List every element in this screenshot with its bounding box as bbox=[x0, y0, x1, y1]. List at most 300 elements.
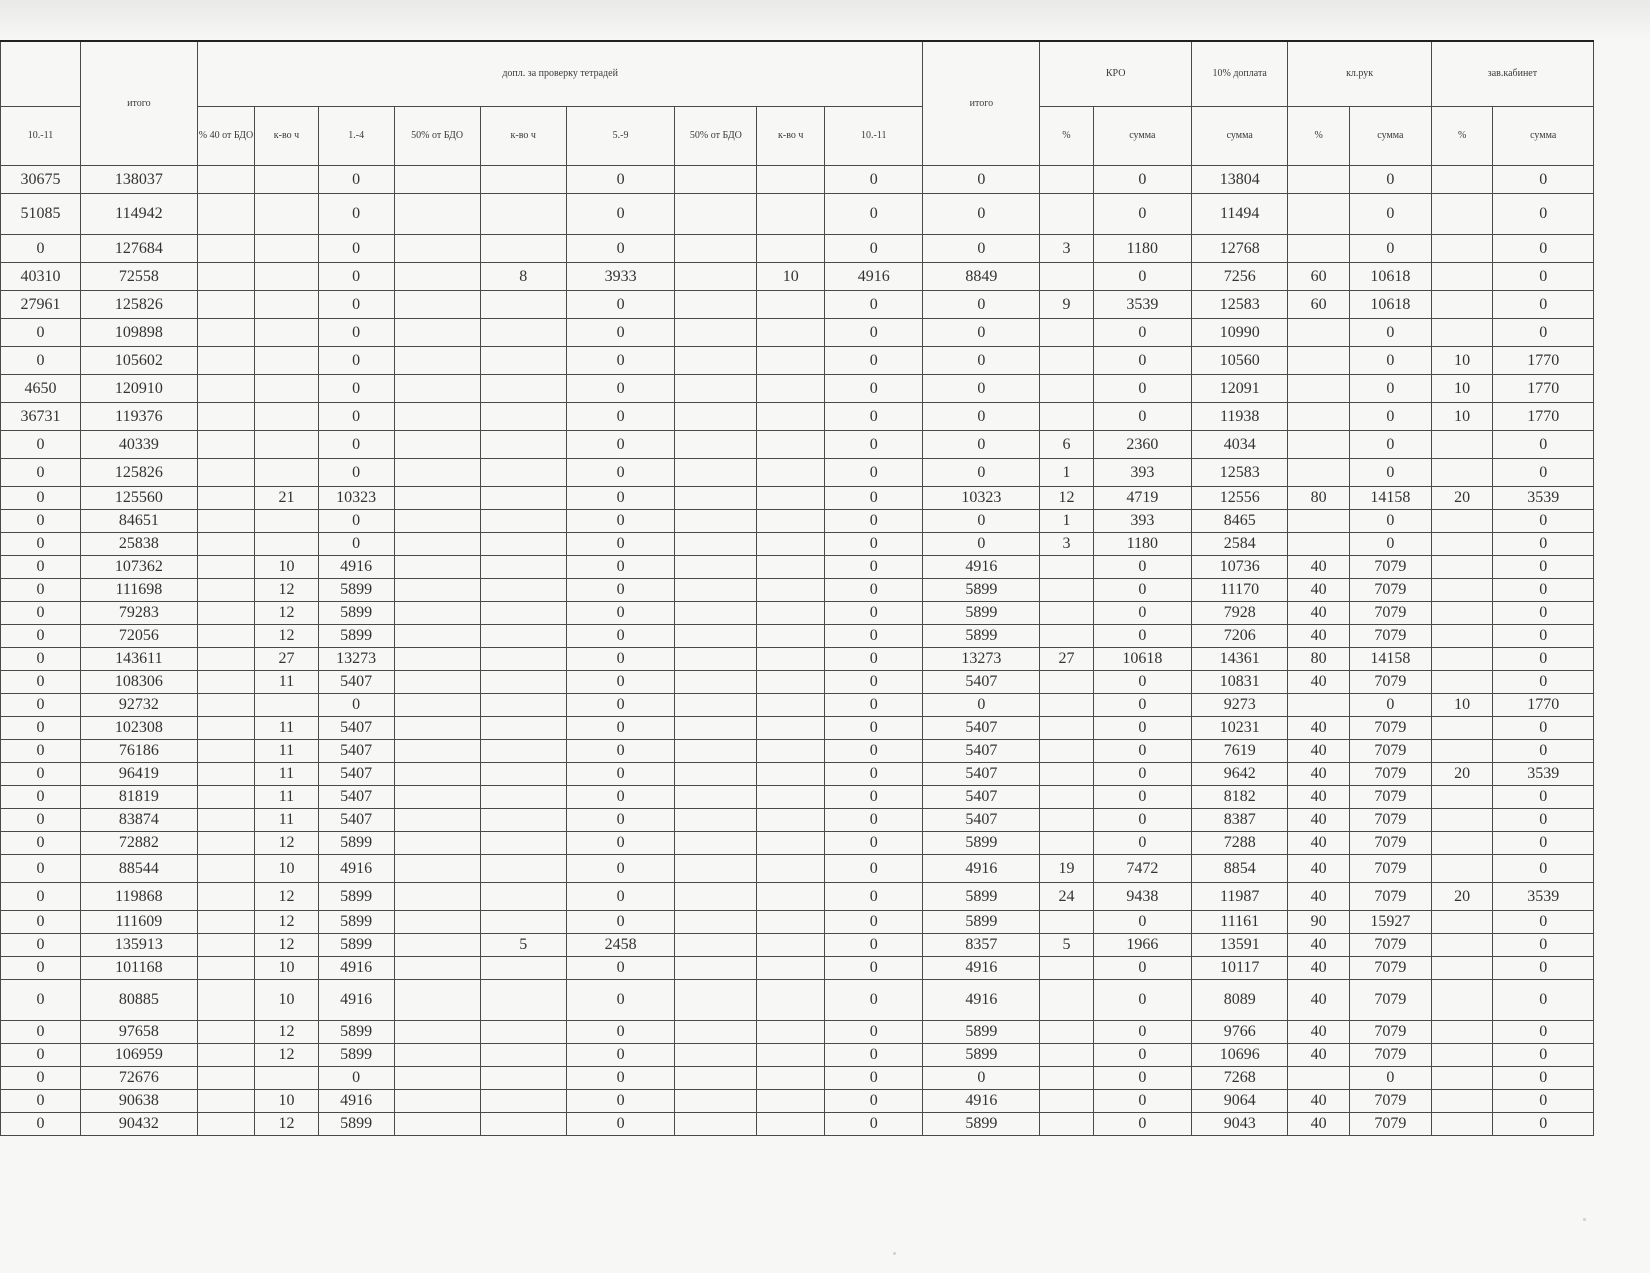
table-cell: 10 bbox=[757, 263, 825, 291]
table-cell: 0 bbox=[1493, 459, 1594, 487]
table-cell: 30675 bbox=[1, 166, 81, 194]
table-cell bbox=[675, 1090, 757, 1113]
table-cell: 3 bbox=[1040, 533, 1093, 556]
table-cell bbox=[757, 375, 825, 403]
table-cell: 88544 bbox=[80, 855, 197, 883]
table-cell bbox=[1431, 166, 1493, 194]
table-cell bbox=[197, 786, 254, 809]
table-cell bbox=[1288, 347, 1350, 375]
table-cell: 5899 bbox=[923, 579, 1040, 602]
table-cell: 0 bbox=[1493, 510, 1594, 533]
table-cell bbox=[1288, 694, 1350, 717]
table-cell bbox=[394, 1044, 480, 1067]
table-cell: 0 bbox=[1093, 1044, 1191, 1067]
table-cell: 12 bbox=[255, 911, 319, 934]
table-cell bbox=[480, 375, 566, 403]
table-cell: 0 bbox=[825, 556, 923, 579]
header-doplata-summa: сумма bbox=[1192, 107, 1288, 166]
table-cell bbox=[480, 957, 566, 980]
table-cell: 8854 bbox=[1192, 855, 1288, 883]
table-cell: 5899 bbox=[923, 602, 1040, 625]
table-cell bbox=[757, 579, 825, 602]
table-cell: 0 bbox=[825, 694, 923, 717]
table-cell: 60 bbox=[1288, 291, 1350, 319]
header-klruk-pct: % bbox=[1288, 107, 1350, 166]
table-cell: 10 bbox=[255, 556, 319, 579]
header-kro-pct: % bbox=[1040, 107, 1093, 166]
table-row bbox=[1, 694, 1594, 717]
table-cell: 0 bbox=[1493, 957, 1594, 980]
table-cell: 40 bbox=[1288, 1090, 1350, 1113]
table-cell: 5899 bbox=[923, 832, 1040, 855]
table-cell bbox=[1431, 809, 1493, 832]
table-cell: 0 bbox=[318, 375, 394, 403]
table-cell: 9 bbox=[1040, 291, 1093, 319]
table-cell: 0 bbox=[318, 694, 394, 717]
table-cell: 0 bbox=[1493, 166, 1594, 194]
table-cell bbox=[675, 291, 757, 319]
table-cell: 102308 bbox=[80, 717, 197, 740]
table-cell bbox=[480, 403, 566, 431]
table-cell: 84651 bbox=[80, 510, 197, 533]
table-cell: 0 bbox=[1, 934, 81, 957]
table-cell: 0 bbox=[1, 1044, 81, 1067]
table-cell: 0 bbox=[825, 1021, 923, 1044]
table-cell: 0 bbox=[566, 832, 675, 855]
table-cell bbox=[197, 1067, 254, 1090]
table-cell: 13273 bbox=[318, 648, 394, 671]
table-cell bbox=[255, 375, 319, 403]
header-kro-summa: сумма bbox=[1093, 107, 1191, 166]
table-cell: 0 bbox=[1493, 1067, 1594, 1090]
table-cell bbox=[675, 263, 757, 291]
table-cell: 0 bbox=[1493, 194, 1594, 235]
table-cell: 27961 bbox=[1, 291, 81, 319]
table-cell: 0 bbox=[1, 319, 81, 347]
table-cell bbox=[675, 487, 757, 510]
table-cell bbox=[1431, 717, 1493, 740]
table-cell bbox=[197, 809, 254, 832]
table-cell: 0 bbox=[1093, 911, 1191, 934]
table-cell: 120910 bbox=[80, 375, 197, 403]
table-cell bbox=[480, 510, 566, 533]
table-cell bbox=[1431, 579, 1493, 602]
table-cell: 0 bbox=[1493, 786, 1594, 809]
table-cell: 5 bbox=[1040, 934, 1093, 957]
table-cell: 0 bbox=[566, 459, 675, 487]
header-pct40: % 40 от БДО bbox=[197, 107, 254, 166]
table-row bbox=[1, 1090, 1594, 1113]
table-cell: 0 bbox=[566, 533, 675, 556]
table-cell: 0 bbox=[825, 1113, 923, 1136]
table-cell: 5407 bbox=[923, 786, 1040, 809]
table-row bbox=[1, 556, 1594, 579]
table-cell: 119376 bbox=[80, 403, 197, 431]
table-cell bbox=[255, 459, 319, 487]
table-cell: 12 bbox=[255, 1044, 319, 1067]
header-doplata-10: 10% доплата bbox=[1192, 41, 1288, 107]
table-cell: 0 bbox=[1093, 809, 1191, 832]
table-cell: 0 bbox=[566, 403, 675, 431]
table-cell bbox=[1040, 375, 1093, 403]
table-cell: 5899 bbox=[318, 832, 394, 855]
table-cell bbox=[757, 166, 825, 194]
table-cell bbox=[757, 786, 825, 809]
table-cell bbox=[480, 194, 566, 235]
table-cell: 2584 bbox=[1192, 533, 1288, 556]
table-cell: 10 bbox=[255, 1090, 319, 1113]
table-cell: 10 bbox=[255, 980, 319, 1021]
table-cell: 11987 bbox=[1192, 883, 1288, 911]
table-cell bbox=[480, 1090, 566, 1113]
table-cell bbox=[675, 602, 757, 625]
table-cell: 0 bbox=[825, 671, 923, 694]
table-row bbox=[1, 459, 1594, 487]
table-cell: 0 bbox=[825, 786, 923, 809]
table-cell: 0 bbox=[825, 166, 923, 194]
table-cell: 0 bbox=[1349, 694, 1431, 717]
table-cell bbox=[197, 403, 254, 431]
table-cell bbox=[757, 319, 825, 347]
table-cell bbox=[480, 763, 566, 786]
table-cell bbox=[480, 1113, 566, 1136]
table-cell bbox=[197, 980, 254, 1021]
table-cell: 80 bbox=[1288, 487, 1350, 510]
table-cell bbox=[197, 1021, 254, 1044]
table-cell: 0 bbox=[566, 694, 675, 717]
table-cell bbox=[255, 291, 319, 319]
table-cell bbox=[757, 487, 825, 510]
table-row bbox=[1, 375, 1594, 403]
table-cell bbox=[1431, 235, 1493, 263]
table-cell: 36731 bbox=[1, 403, 81, 431]
table-cell bbox=[675, 579, 757, 602]
table-cell: 0 bbox=[1493, 832, 1594, 855]
table-cell: 25838 bbox=[80, 533, 197, 556]
table-cell: 106959 bbox=[80, 1044, 197, 1067]
table-cell bbox=[394, 166, 480, 194]
table-cell: 14158 bbox=[1349, 487, 1431, 510]
table-cell bbox=[480, 1044, 566, 1067]
table-cell: 92732 bbox=[80, 694, 197, 717]
table-cell: 9064 bbox=[1192, 1090, 1288, 1113]
table-cell bbox=[1431, 855, 1493, 883]
table-cell: 0 bbox=[1493, 431, 1594, 459]
table-cell bbox=[255, 347, 319, 375]
table-cell: 1180 bbox=[1093, 533, 1191, 556]
table-cell bbox=[1431, 291, 1493, 319]
table-cell: 7079 bbox=[1349, 980, 1431, 1021]
table-cell: 0 bbox=[566, 487, 675, 510]
table-cell: 0 bbox=[566, 1044, 675, 1067]
table-cell: 40 bbox=[1288, 717, 1350, 740]
table-cell: 7079 bbox=[1349, 763, 1431, 786]
table-cell bbox=[757, 763, 825, 786]
table-cell bbox=[1040, 911, 1093, 934]
table-cell: 0 bbox=[1349, 166, 1431, 194]
table-cell bbox=[255, 319, 319, 347]
table-cell: 5407 bbox=[318, 740, 394, 763]
table-cell: 90638 bbox=[80, 1090, 197, 1113]
table-cell bbox=[197, 671, 254, 694]
scan-speck bbox=[893, 1252, 896, 1255]
table-cell: 10231 bbox=[1192, 717, 1288, 740]
table-cell: 0 bbox=[1, 625, 81, 648]
table-cell: 0 bbox=[1093, 694, 1191, 717]
table-cell: 4916 bbox=[923, 1090, 1040, 1113]
table-cell bbox=[1431, 319, 1493, 347]
table-cell: 0 bbox=[825, 431, 923, 459]
header-empty bbox=[1, 41, 81, 107]
table-cell bbox=[1431, 1090, 1493, 1113]
table-cell: 0 bbox=[566, 809, 675, 832]
table-cell: 0 bbox=[566, 625, 675, 648]
table-cell bbox=[1040, 625, 1093, 648]
table-cell: 5899 bbox=[318, 1021, 394, 1044]
table-cell bbox=[675, 533, 757, 556]
table-cell: 0 bbox=[825, 740, 923, 763]
table-cell: 9043 bbox=[1192, 1113, 1288, 1136]
table-cell bbox=[757, 809, 825, 832]
table-cell: 0 bbox=[1349, 533, 1431, 556]
header-1-4: 1.-4 bbox=[318, 107, 394, 166]
table-cell bbox=[394, 459, 480, 487]
table-cell: 12 bbox=[255, 579, 319, 602]
table-cell bbox=[480, 487, 566, 510]
table-cell: 0 bbox=[825, 911, 923, 934]
table-cell: 0 bbox=[1093, 763, 1191, 786]
table-cell: 9766 bbox=[1192, 1021, 1288, 1044]
table-cell bbox=[1431, 911, 1493, 934]
table-cell: 5407 bbox=[318, 717, 394, 740]
table-cell bbox=[757, 717, 825, 740]
table-cell: 0 bbox=[1349, 194, 1431, 235]
table-cell bbox=[197, 934, 254, 957]
table-cell: 0 bbox=[923, 166, 1040, 194]
table-row bbox=[1, 194, 1594, 235]
table-cell: 0 bbox=[923, 1067, 1040, 1090]
table-row bbox=[1, 786, 1594, 809]
table-row bbox=[1, 1113, 1594, 1136]
table-cell bbox=[1431, 934, 1493, 957]
table-cell: 0 bbox=[566, 235, 675, 263]
table-cell: 0 bbox=[825, 1067, 923, 1090]
table-cell bbox=[394, 911, 480, 934]
table-cell bbox=[394, 579, 480, 602]
table-cell bbox=[757, 235, 825, 263]
table-cell bbox=[1288, 431, 1350, 459]
table-cell: 14361 bbox=[1192, 648, 1288, 671]
table-cell: 0 bbox=[566, 717, 675, 740]
table-cell bbox=[480, 625, 566, 648]
header-kol-ch-3: к-во ч bbox=[757, 107, 825, 166]
table-cell: 4034 bbox=[1192, 431, 1288, 459]
table-cell: 15927 bbox=[1349, 911, 1431, 934]
table-cell: 0 bbox=[825, 194, 923, 235]
table-cell bbox=[757, 980, 825, 1021]
table-cell bbox=[675, 809, 757, 832]
header-kro: КРО bbox=[1040, 41, 1192, 107]
table-cell bbox=[757, 648, 825, 671]
table-cell bbox=[1288, 166, 1350, 194]
table-cell: 0 bbox=[1, 832, 81, 855]
table-cell: 111698 bbox=[80, 579, 197, 602]
table-cell: 0 bbox=[1493, 625, 1594, 648]
table-cell: 0 bbox=[1, 648, 81, 671]
table-cell: 0 bbox=[1349, 431, 1431, 459]
table-cell bbox=[1431, 1113, 1493, 1136]
table-cell: 40 bbox=[1288, 934, 1350, 957]
table-cell bbox=[394, 625, 480, 648]
header-pct50-bdo: 50% от БДО bbox=[394, 107, 480, 166]
table-cell bbox=[1288, 510, 1350, 533]
table-cell bbox=[255, 533, 319, 556]
table-cell: 27 bbox=[255, 648, 319, 671]
table-cell: 0 bbox=[1, 911, 81, 934]
table-cell bbox=[675, 1067, 757, 1090]
table-cell bbox=[1431, 786, 1493, 809]
table-cell: 1770 bbox=[1493, 375, 1594, 403]
table-cell: 0 bbox=[1093, 194, 1191, 235]
table-cell bbox=[757, 694, 825, 717]
table-cell: 0 bbox=[1093, 1113, 1191, 1136]
table-cell: 90432 bbox=[80, 1113, 197, 1136]
table-cell bbox=[394, 347, 480, 375]
header-5-9: 5.-9 bbox=[566, 107, 675, 166]
table-cell: 393 bbox=[1093, 510, 1191, 533]
table-cell: 12 bbox=[255, 1113, 319, 1136]
table-cell bbox=[394, 1090, 480, 1113]
table-cell: 3933 bbox=[566, 263, 675, 291]
table-cell: 0 bbox=[566, 1021, 675, 1044]
table-cell bbox=[197, 832, 254, 855]
table-cell: 0 bbox=[566, 980, 675, 1021]
table-cell bbox=[197, 194, 254, 235]
table-cell: 125826 bbox=[80, 459, 197, 487]
table-cell: 0 bbox=[318, 291, 394, 319]
table-cell: 7079 bbox=[1349, 786, 1431, 809]
table-cell: 9438 bbox=[1093, 883, 1191, 911]
header-10-11: 10.-11 bbox=[1, 107, 81, 166]
table-cell: 0 bbox=[1493, 291, 1594, 319]
table-cell: 0 bbox=[566, 883, 675, 911]
table-cell bbox=[197, 533, 254, 556]
table-cell bbox=[394, 1021, 480, 1044]
table-cell: 9642 bbox=[1192, 763, 1288, 786]
table-cell: 0 bbox=[318, 1067, 394, 1090]
table-cell: 8182 bbox=[1192, 786, 1288, 809]
table-cell: 0 bbox=[1493, 740, 1594, 763]
table-cell: 10618 bbox=[1093, 648, 1191, 671]
table-cell: 7472 bbox=[1093, 855, 1191, 883]
table-cell bbox=[757, 556, 825, 579]
table-cell: 5407 bbox=[318, 809, 394, 832]
table-cell bbox=[1431, 556, 1493, 579]
table-cell bbox=[394, 763, 480, 786]
table-cell: 12 bbox=[255, 832, 319, 855]
table-cell bbox=[1040, 980, 1093, 1021]
table-cell: 0 bbox=[825, 763, 923, 786]
table-cell: 0 bbox=[1093, 1090, 1191, 1113]
table-cell: 11161 bbox=[1192, 911, 1288, 934]
table-cell bbox=[757, 1113, 825, 1136]
table-cell: 0 bbox=[566, 347, 675, 375]
table-cell bbox=[480, 911, 566, 934]
table-cell bbox=[675, 740, 757, 763]
table-cell bbox=[255, 694, 319, 717]
table-cell: 4916 bbox=[923, 957, 1040, 980]
table-cell: 0 bbox=[1093, 671, 1191, 694]
table-cell: 4650 bbox=[1, 375, 81, 403]
table-cell: 5407 bbox=[923, 671, 1040, 694]
table-cell: 5 bbox=[480, 934, 566, 957]
table-row bbox=[1, 832, 1594, 855]
table-cell: 125560 bbox=[80, 487, 197, 510]
table-cell: 5899 bbox=[318, 883, 394, 911]
table-cell bbox=[197, 694, 254, 717]
table-cell bbox=[394, 556, 480, 579]
table-cell: 0 bbox=[1493, 1044, 1594, 1067]
table-cell: 8849 bbox=[923, 263, 1040, 291]
table-cell bbox=[675, 934, 757, 957]
table-cell bbox=[1431, 459, 1493, 487]
table-cell: 40 bbox=[1288, 579, 1350, 602]
table-cell: 0 bbox=[1093, 786, 1191, 809]
table-cell: 0 bbox=[1493, 602, 1594, 625]
table-cell bbox=[480, 883, 566, 911]
table-cell bbox=[757, 625, 825, 648]
table-cell bbox=[1040, 763, 1093, 786]
table-cell bbox=[394, 957, 480, 980]
table-cell: 7079 bbox=[1349, 579, 1431, 602]
table-row bbox=[1, 579, 1594, 602]
table-cell: 40 bbox=[1288, 957, 1350, 980]
table-cell bbox=[394, 194, 480, 235]
table-cell bbox=[255, 1067, 319, 1090]
table-cell: 0 bbox=[1349, 347, 1431, 375]
table-cell bbox=[480, 786, 566, 809]
table-cell: 0 bbox=[825, 717, 923, 740]
table-cell: 11 bbox=[255, 763, 319, 786]
table-cell: 0 bbox=[1, 694, 81, 717]
table-cell: 0 bbox=[318, 403, 394, 431]
table-row bbox=[1, 980, 1594, 1021]
table-cell: 11 bbox=[255, 740, 319, 763]
table-cell: 0 bbox=[1093, 717, 1191, 740]
table-cell: 135913 bbox=[80, 934, 197, 957]
table-cell: 0 bbox=[1093, 319, 1191, 347]
table-cell: 5407 bbox=[923, 809, 1040, 832]
table-cell: 10 bbox=[255, 855, 319, 883]
header-pct50-bdo-2: 50% от БДО bbox=[675, 107, 757, 166]
table-cell bbox=[394, 934, 480, 957]
table-cell: 0 bbox=[1093, 556, 1191, 579]
table-cell: 0 bbox=[318, 319, 394, 347]
table-cell: 0 bbox=[825, 347, 923, 375]
table-cell bbox=[394, 510, 480, 533]
table-cell: 0 bbox=[566, 1090, 675, 1113]
table-cell bbox=[1431, 980, 1493, 1021]
table-cell: 7079 bbox=[1349, 556, 1431, 579]
table-cell: 90 bbox=[1288, 911, 1350, 934]
table-cell: 0 bbox=[1349, 319, 1431, 347]
table-cell: 0 bbox=[1, 459, 81, 487]
table-cell bbox=[1288, 403, 1350, 431]
table-cell: 10696 bbox=[1192, 1044, 1288, 1067]
table-cell bbox=[197, 235, 254, 263]
table-cell: 81819 bbox=[80, 786, 197, 809]
table-cell bbox=[675, 855, 757, 883]
